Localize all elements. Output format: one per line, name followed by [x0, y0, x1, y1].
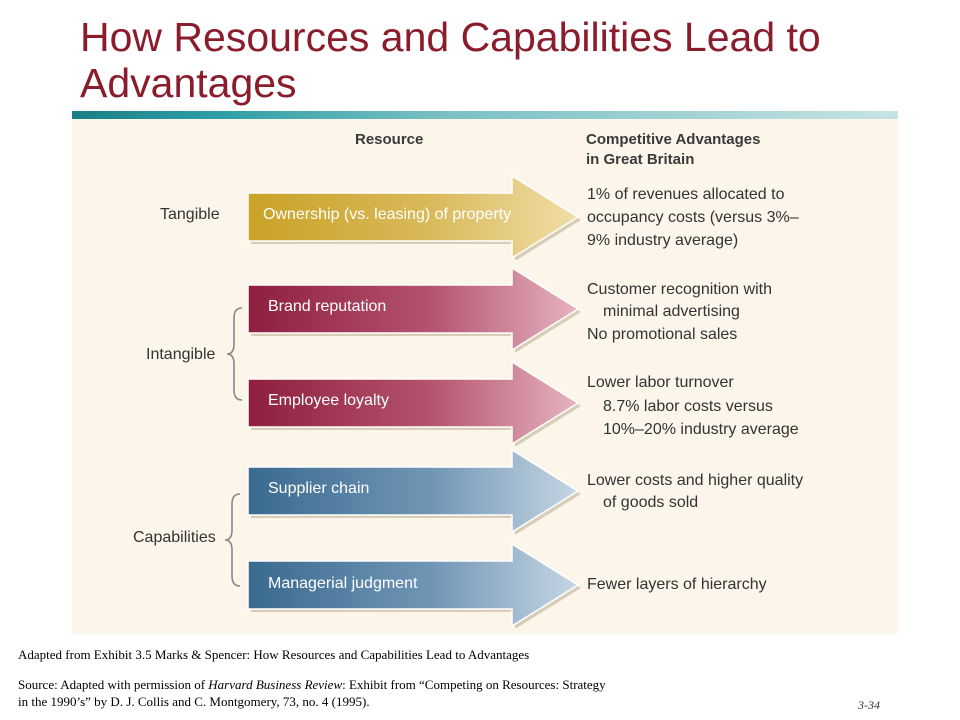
category-intangible: Intangible — [146, 346, 216, 363]
header-advantages-line1: Competitive Advantages — [586, 131, 761, 148]
advantage-employee-line3: 10%–20% industry average — [603, 421, 799, 438]
advantage-ownership-line1: 1% of revenues allocated to — [587, 186, 785, 203]
capabilities-brace — [222, 492, 244, 588]
advantage-employee-line2: 8.7% labor costs versus — [603, 398, 773, 415]
intangible-brace — [224, 306, 246, 402]
footnote-source-publication: Harvard Business Review — [208, 677, 343, 692]
title-underline-bar — [72, 111, 898, 119]
category-capabilities: Capabilities — [133, 529, 216, 546]
footnote-source-line2: in the 1990’s” by D. J. Collis and C. Montgomery, 73, no. 4 (1995). — [18, 694, 370, 709]
arrow-label-brand-reputation: Brand reputation — [268, 298, 387, 315]
advantage-brand-line1: Customer recognition with — [587, 281, 772, 298]
arrow-label-managerial-judgment: Managerial judgment — [268, 575, 418, 592]
arrow-label-employee-loyalty: Employee loyalty — [268, 392, 389, 409]
arrow-label-ownership: Ownership (vs. leasing) of property — [263, 206, 512, 223]
page-number: 3-34 — [858, 698, 880, 712]
advantage-employee-line1: Lower labor turnover — [587, 374, 734, 391]
advantage-brand-line3: No promotional sales — [587, 326, 738, 343]
footnote-source-prefix: Source: Adapted with permission of — [18, 677, 209, 692]
footnote-source-line1 — [18, 676, 606, 693]
footnote-source-suffix: : Exhibit from “Competing on Resources: Strategy — [342, 677, 606, 692]
advantage-ownership-line3: 9% industry average) — [587, 232, 739, 249]
footnote-adapted: Adapted from Exhibit 3.5 Marks & Spencer: How Resources and Capabilities Lead to Advantages — [18, 647, 530, 662]
advantage-brand-line2: minimal advertising — [603, 303, 740, 320]
advantage-managerial-line1: Fewer layers of hierarchy — [587, 576, 767, 593]
slide-title: How Resources and Capabilities Lead to Advantages — [80, 14, 821, 106]
header-resource: Resource — [355, 131, 424, 148]
arrow-label-supplier-chain: Supplier chain — [268, 480, 370, 497]
category-tangible: Tangible — [160, 206, 220, 223]
advantage-ownership-line2: occupancy costs (versus 3%– — [587, 209, 799, 226]
advantage-supplier-line1: Lower costs and higher quality — [587, 472, 804, 489]
header-advantages-line2: in Great Britain — [586, 151, 695, 168]
advantage-supplier-line2: of goods sold — [603, 494, 699, 511]
